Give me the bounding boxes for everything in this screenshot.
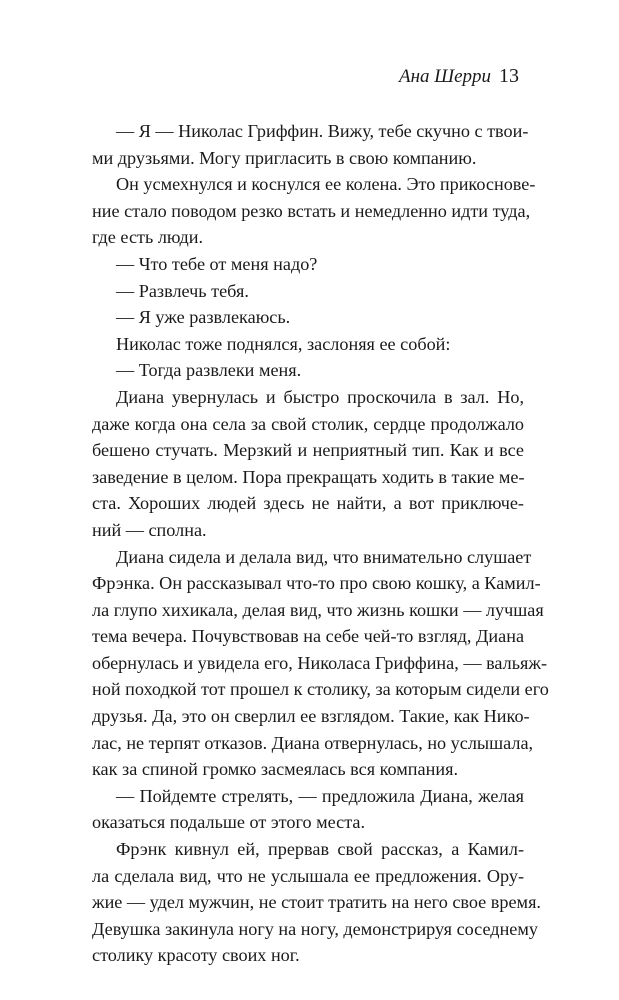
text-line: — Пойдемте стрелять, — предложила Диана, желая [116,785,524,806]
text-line: Фрэнк кивнул ей, прервав свой рассказ, а Камил- [116,839,524,860]
text-line: Николас тоже поднялся, заслоняя ее собой: [116,333,451,354]
text-line: Диана увернулась и быстро проскочила в зал. Но, [116,386,524,407]
text-line: ми друзьями. Могу пригласить в свою компанию. [92,147,477,168]
text-line: — Я уже развлекаюсь. [116,307,291,328]
text-line: лас, не терпят отказов. Диана отвернулась, но услышала, [92,732,534,753]
text-line: ла сделала вид, что не услышала ее предложения. Ору- [92,865,524,886]
text-line: друзья. Да, это он сверлил ее взглядом. Такие, как Нико- [92,706,530,727]
text-line: Девушка закинула ногу на ногу, демонстрируя соседнему [92,918,538,939]
text-line: — Я — Николас Гриффин. Вижу, тебе скучно с твои- [116,121,529,141]
text-line: как за спиной громко засмеялась вся компания. [92,759,458,780]
text-line: столику красоту своих ног. [92,945,300,966]
text-line: обернулась и увидела его, Николаса Гриффина, — вальяж- [92,652,548,673]
text-line: оказаться подальше от этого места. [92,812,366,833]
text-line: где есть люди. [92,227,204,248]
text-line: ние стало поводом резко встать и немедленно идти туда, [92,200,531,221]
text-line: ста. Хороших людей здесь не найти, а вот приключе- [92,493,524,514]
running-header [399,66,519,86]
text-line: ний — сполна. [92,519,207,540]
text-line: тема вечера. Почувствовав на себе чей-то взгляд, Диана [92,626,525,647]
body-text [92,118,549,969]
text-line: — Что тебе от меня надо? [116,253,318,274]
page-number: 13 [499,65,519,87]
text-line: ной походкой тот прошел к столику, за которым сидели его [92,679,549,700]
text-line: Фрэнка. Он рассказывал что-то про свою кошку, а Камил- [92,573,541,594]
text-line: — Тогда развлеки меня. [116,360,302,381]
header-author: Ана Шерри [398,66,491,87]
text-line: Он усмехнулся и коснулся ее колена. Это прикоснове- [116,174,536,195]
text-line: Диана сидела и делала вид, что внимательно слушает [116,546,532,567]
text-line: бешено стучать. Мерзкий и неприятный тип. Как и все [92,440,524,461]
text-line: — Развлечь тебя. [116,280,249,301]
text-line: даже когда она села за свой столик, сердце продолжало [92,413,524,434]
text-line: ла глупо хихикала, делая вид, что жизнь кошки — лучшая [92,599,544,620]
text-line: заведение в целом. Пора прекращать ходить в такие ме- [92,466,525,487]
text-line: жие — удел мужчин, не стоит тратить на него свое время. [92,892,541,913]
